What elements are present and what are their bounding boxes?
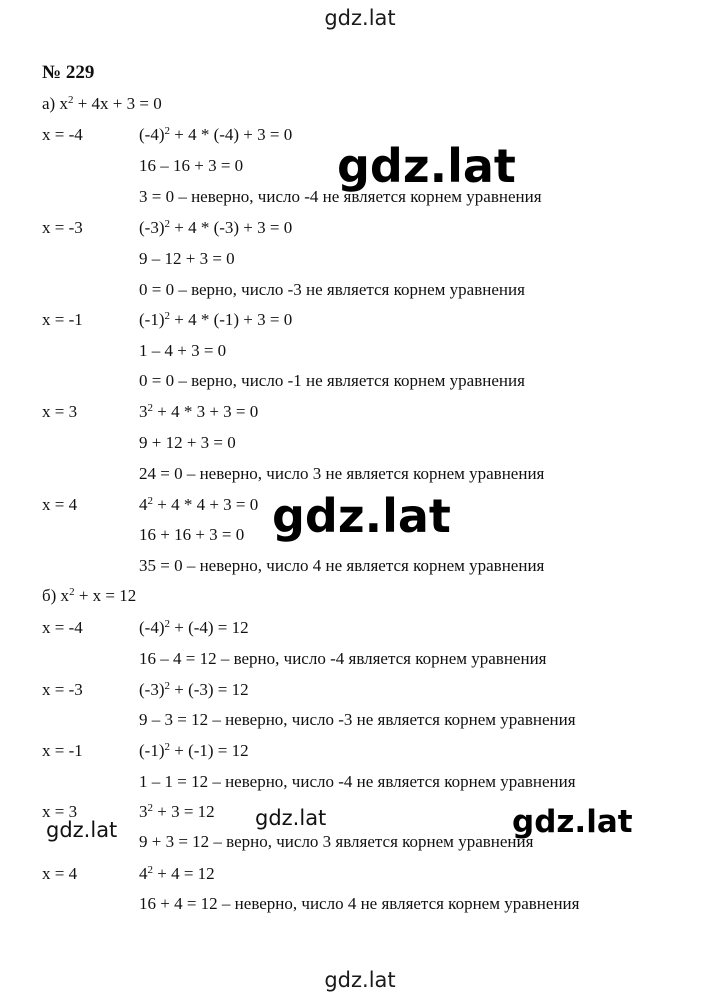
conclusion-line: 9 – 3 = 12 – неверно, число -3 не является корнем уравнения <box>139 710 576 729</box>
watermark-large: gdz.lat <box>272 489 451 543</box>
case-x-value: x = -1 <box>42 741 83 760</box>
case-x-value: x = 3 <box>42 802 78 821</box>
case-x-value: x = -4 <box>42 125 83 144</box>
substitution-line: $4^2 + 4 = 12$ <box>139 864 215 883</box>
watermark-large: gdz.lat <box>337 139 516 193</box>
conclusion-line: 16 – 4 = 12 – верно, число -4 является корнем уравнения <box>139 649 547 668</box>
part-b-equation: б) $x^2 + x = 12$ <box>42 586 137 605</box>
conclusion-line: 16 + 4 = 12 – неверно, число 4 не является корнем уравнения <box>139 894 580 913</box>
substitution-line: $4^2 + 4 * 4 + 3 = 0$ <box>139 495 259 514</box>
case-x-value: x = -4 <box>42 618 83 637</box>
watermark-small: gdz.lat <box>46 818 118 842</box>
conclusion-line: 35 = 0 – неверно, число 4 не является корнем уравнения <box>139 556 545 575</box>
substitution-line: $(-1)^2 + (-1) = 12$ <box>139 741 249 760</box>
substitution-line: $(-1)^2 + 4 * (-1) + 3 = 0$ <box>139 310 293 329</box>
case-x-value: x = -3 <box>42 680 83 699</box>
conclusion-line: 0 = 0 – верно, число -1 не является корнем уравнения <box>139 371 525 390</box>
substitution-line: $(-4)^2 + 4 * (-4) + 3 = 0$ <box>139 125 293 144</box>
substitution-line: $3^2 + 4 * 3 + 3 = 0$ <box>139 402 259 421</box>
conclusion-line: 9 + 3 = 12 – верно, число 3 является корнем уравнения <box>139 832 534 851</box>
calculation-line: 16 + 16 + 3 = 0 <box>139 525 245 544</box>
case-x-value: x = 4 <box>42 864 78 883</box>
watermark-medium: gdz.lat <box>512 804 633 840</box>
footer-watermark: gdz.lat <box>324 968 396 992</box>
substitution-line: $(-3)^2 + (-3) = 12$ <box>139 680 249 699</box>
calculation-line: 9 – 12 + 3 = 0 <box>139 249 235 268</box>
watermark-small: gdz.lat <box>255 806 327 830</box>
header-watermark: gdz.lat <box>324 6 396 30</box>
substitution-line: $(-3)^2 + 4 * (-3) + 3 = 0$ <box>139 218 293 237</box>
exercise-number: № 229 <box>42 62 95 83</box>
part-a-equation: а) $x^2 + 4x + 3 = 0$ <box>42 94 162 113</box>
conclusion-line: 3 = 0 – неверно, число -4 не является корнем уравнения <box>139 187 542 206</box>
case-x-value: x = 3 <box>42 402 78 421</box>
case-x-value: x = 4 <box>42 495 78 514</box>
case-x-value: x = -1 <box>42 310 83 329</box>
conclusion-line: 1 – 1 = 12 – неверно, число -4 не является корнем уравнения <box>139 772 576 791</box>
conclusion-line: 0 = 0 – верно, число -3 не является корнем уравнения <box>139 280 525 299</box>
calculation-line: 1 – 4 + 3 = 0 <box>139 341 227 360</box>
case-x-value: x = -3 <box>42 218 83 237</box>
calculation-line: 9 + 12 + 3 = 0 <box>139 433 236 452</box>
conclusion-line: 24 = 0 – неверно, число 3 не является корнем уравнения <box>139 464 545 483</box>
calculation-line: 16 – 16 + 3 = 0 <box>139 156 244 175</box>
substitution-line: $(-4)^2 + (-4) = 12$ <box>139 618 249 637</box>
substitution-line: $3^2 + 3 = 12$ <box>139 802 215 821</box>
